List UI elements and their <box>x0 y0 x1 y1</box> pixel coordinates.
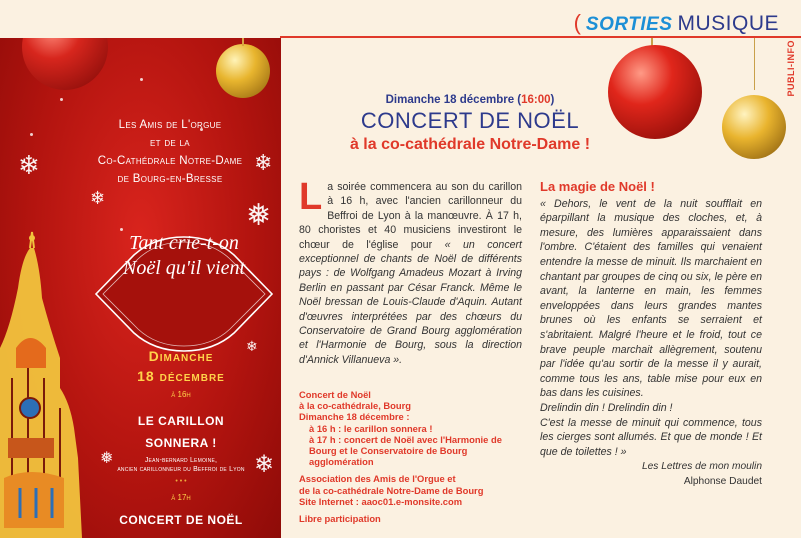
section-header <box>574 10 779 34</box>
poster-dots: • • • <box>175 478 187 485</box>
publi-info-label: PUBLI-INFO <box>786 40 796 97</box>
snowflake-icon: ❄ <box>254 150 273 175</box>
motto <box>94 231 274 281</box>
magic-section <box>540 180 762 489</box>
poster-date: 18 décembre <box>137 368 225 384</box>
info-line: Association des Amis de l'Orgue et <box>299 473 456 485</box>
snowflake-icon: ❄ <box>90 188 106 208</box>
snowflake-icon: ❅ <box>246 199 272 232</box>
poster-carillonneur: ancien carillonneur du Beffroi de Lyon <box>117 466 245 473</box>
sparkle <box>60 98 63 101</box>
poster-org-line: Les Amis de L'orgue <box>118 119 222 131</box>
cathedral-illustration <box>0 228 95 538</box>
quote-source: Les Lettres de mon moulin <box>641 461 762 473</box>
poster-carillon-line: LE CARILLON <box>137 414 225 428</box>
magic-title: La magie de Noël ! <box>540 179 655 194</box>
article-dateline <box>300 94 640 106</box>
poster-time-1: à 16h <box>171 390 191 399</box>
drop-cap: L <box>299 176 323 218</box>
info-line: à la co-cathédrale, Bourg <box>299 400 412 412</box>
bauble-string <box>242 38 244 46</box>
quote-author: Alphonse Daudet <box>683 475 762 487</box>
info-line: Concert de Noël <box>299 389 371 400</box>
article-title: CONCERT DE NOËL <box>360 108 580 133</box>
snowflake-icon: ❄ <box>18 150 40 180</box>
date-hour: 16:00 <box>521 94 551 106</box>
poster-time-2: à 17h <box>171 493 191 502</box>
info-line: Dimanche 18 décembre : <box>299 411 410 423</box>
sparkle <box>30 133 33 136</box>
divider <box>82 193 281 194</box>
date-close: ) <box>550 94 555 106</box>
date-text: Dimanche 18 décembre ( <box>385 94 522 106</box>
info-line: à 16 h : le carillon sonnera ! <box>309 422 433 434</box>
info-line: de la co-cathédrale Notre-Dame de Bourg <box>299 484 484 496</box>
event-info <box>299 389 524 524</box>
header-paren: ( <box>573 10 581 35</box>
poster-carillonneur: Jean-bernard Lemoine, <box>144 457 218 464</box>
header-rule <box>280 36 801 38</box>
info-line: Libre participation <box>299 513 381 525</box>
motto-line: Tant crie-t-on <box>129 232 239 254</box>
gold-bauble-ornament <box>722 95 786 159</box>
website-link[interactable]: Site Internet : aaoc01.e-monsite.com <box>299 495 463 507</box>
magic-paragraph: C'est la messe de minuit qui commence, tous les cierges sont allumés. Et que de monde ! Et que de toilettes ! » <box>540 416 762 458</box>
poster <box>0 38 281 538</box>
article-subtitle: à la co-cathédrale Notre-Dame ! <box>349 136 591 153</box>
poster-concert: CONCERT DE NOËL <box>119 513 243 527</box>
red-bauble-ornament <box>22 38 108 90</box>
sparkle <box>140 78 143 81</box>
magic-paragraph: « Dehors, le vent de la nuit soufflait en éparpillant la musique des cloches, et, à mesure, des lumières apparaissaient dans l'ombre. C'étaient des familles qui venaient entendre la messe de minuit. Ils marchaient en chantant par groupes de cinq ou six, le père en avant, la lanterne en main, les femmes enveloppées dans leurs grandes mantes brunes où les enfants se serraient et s'abritaient. Malgré l'heure et le froid, tout ce brave peuple marchait allègrement, soutenu par l'idée qu'au sortir de la messe il y aurait, comme tous les ans, table mise pour eux en bas dans les cuisines. <box>540 197 762 400</box>
gold-bauble-ornament <box>216 44 270 98</box>
header-musique: MUSIQUE <box>677 12 779 35</box>
info-line: à 17 h : concert de Noël avec l'Harmonie de Bourg et le Conservatoire de Bourg agglomération <box>309 433 502 468</box>
ornament-string <box>754 38 755 90</box>
poster-day: Dimanche <box>148 348 214 364</box>
poster-org-line: et de la <box>150 137 190 149</box>
snowflake-icon: ❄ <box>246 338 258 354</box>
body-text: a soirée commencera au son du carillon à 16 h, avec l'ancien carillonneur du Beffroi de Lyon à la manœuvre. À 17 h, 80 choristes et 40 musiciens investiront le chœur de l'église pour <box>299 181 522 251</box>
snowflake-icon: ❅ <box>100 450 114 467</box>
header-sorties: SORTIES <box>585 14 673 35</box>
article-body <box>299 176 522 367</box>
poster-org-line: de Bourg-en-Bresse <box>117 173 223 185</box>
magic-paragraph: Drelindin din ! Drelindin din ! <box>540 401 673 414</box>
snowflake-icon: ❄ <box>254 451 275 478</box>
poster-organizer <box>70 116 273 188</box>
poster-org-line: Co-Cathédrale Notre-Dame <box>97 155 243 167</box>
motto-line: Noël qu'il vient <box>122 257 246 279</box>
poster-carillon-line: SONNERA ! <box>145 436 217 450</box>
body-quote: « un concert exceptionnel de chants de Noël de différents pays : de Wolfgang Amadeus Mozart à Irving Berlin en passant par César Franck. Même le Noël bressan de Louis-Claude d'Aquin. Autant d'œuvres interprétées par des chœurs du Conservatoire de Grand Bourg agglomération et l'Harmonie de Bourg, sous la direction d'Annick Villanueva ». <box>299 238 522 366</box>
